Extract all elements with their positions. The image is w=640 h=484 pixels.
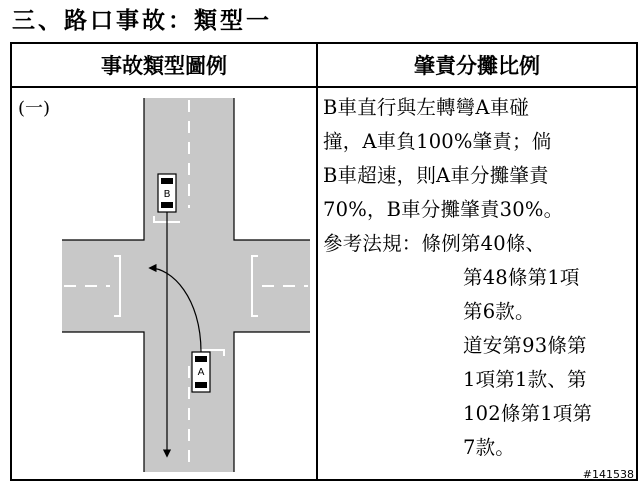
ruling-text [323, 91, 635, 465]
table-border-middle [316, 42, 318, 481]
ruling-line: B車超速，則A車分攤肇責 [323, 164, 549, 187]
case-number: (一) [18, 98, 51, 119]
table-border-left [10, 42, 12, 481]
ruling-line: 70%，B車分攤肇責30%。 [323, 198, 564, 221]
reference-law-line: 參考法規：條例第40條、 [323, 232, 546, 255]
reference-law-line: 第48條第1項 [463, 266, 580, 289]
page-title: 三、路口事故：類型一 [12, 8, 272, 34]
ruling-line: 撞，A車負100%肇責；倘 [323, 130, 552, 153]
reference-law-line: 道安第93條第 [463, 334, 587, 357]
table-border-right [636, 42, 638, 481]
intersection-diagram [62, 98, 310, 472]
vehicle-b-label: B [163, 189, 171, 200]
table-border-header [10, 86, 638, 88]
vehicle-a-label: A [197, 367, 205, 378]
reference-law-line: 第6款。 [463, 300, 535, 323]
header-liability: 肇責分攤比例 [414, 54, 540, 78]
ruling-line: B車直行與左轉彎A車碰 [323, 96, 530, 119]
header-diagram: 事故類型圖例 [101, 54, 227, 78]
reference-law-line: 1項第1款、第 [463, 368, 587, 391]
reference-law-line: 7款。 [463, 436, 516, 459]
table-border-bottom [10, 479, 638, 481]
watermark: #141538 [582, 468, 634, 481]
reference-law-line: 102條第1項第 [463, 402, 593, 425]
